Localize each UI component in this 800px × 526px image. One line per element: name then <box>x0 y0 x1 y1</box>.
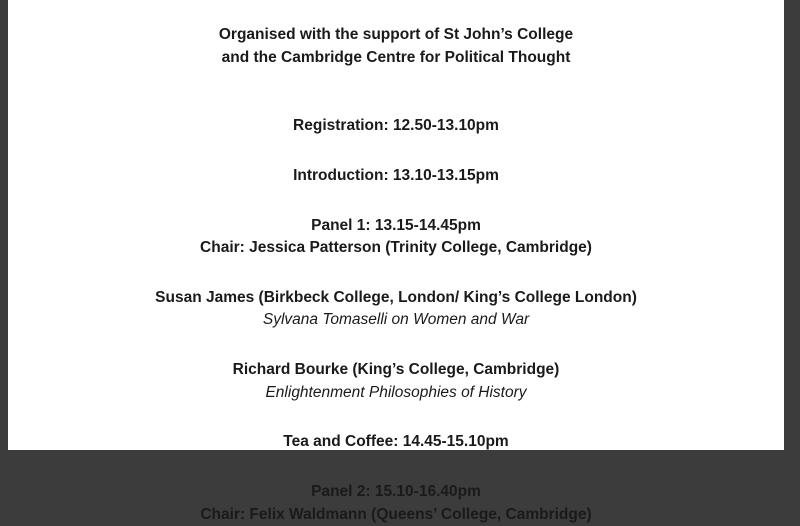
speaker-1-talk-title: Sylvana Tomaselli on Women and War <box>8 309 784 332</box>
spacer-after-panel-1 <box>8 404 784 431</box>
panel-2-chair: Chair: Felix Waldmann (Queens’ College, Cambridge) <box>8 504 784 526</box>
speaker-1-name: Susan James (Birkbeck College, London/ King’s College London) <box>8 287 784 310</box>
spacer-after-introduction <box>8 188 784 215</box>
panel-1-title: Panel 1: 13.15-14.45pm <box>8 215 784 238</box>
spacer-after-panel-1-heading <box>8 260 784 287</box>
introduction-text: Introduction: 13.10-13.15pm <box>8 165 784 188</box>
panel-2-heading <box>8 481 784 526</box>
introduction-entry <box>8 165 784 188</box>
document-content <box>8 0 784 526</box>
panel-1-heading <box>8 215 784 260</box>
spacer-between-speakers <box>8 332 784 359</box>
organiser-credit-line-1: Organised with the support of St John’s College <box>8 24 784 47</box>
tea-and-coffee-text: Tea and Coffee: 14.45-15.10pm <box>8 431 784 454</box>
top-padding <box>8 0 784 24</box>
panel-1-speaker-1 <box>8 287 784 332</box>
document-page <box>8 0 784 450</box>
panel-1-speaker-2 <box>8 359 784 404</box>
tea-and-coffee-entry <box>8 431 784 454</box>
spacer-after-header <box>8 69 784 115</box>
registration-text: Registration: 12.50-13.10pm <box>8 115 784 138</box>
panel-2-title: Panel 2: 15.10-16.40pm <box>8 481 784 504</box>
registration-entry <box>8 115 784 138</box>
speaker-2-talk-title: Enlightenment Philosophies of History <box>8 382 784 405</box>
panel-1-chair: Chair: Jessica Patterson (Trinity College, Cambridge) <box>8 237 784 260</box>
spacer-after-tea <box>8 454 784 481</box>
spacer-after-registration <box>8 138 784 165</box>
speaker-2-name: Richard Bourke (King’s College, Cambridge) <box>8 359 784 382</box>
organiser-credit <box>8 24 784 69</box>
organiser-credit-line-2: and the Cambridge Centre for Political Thought <box>8 47 784 70</box>
